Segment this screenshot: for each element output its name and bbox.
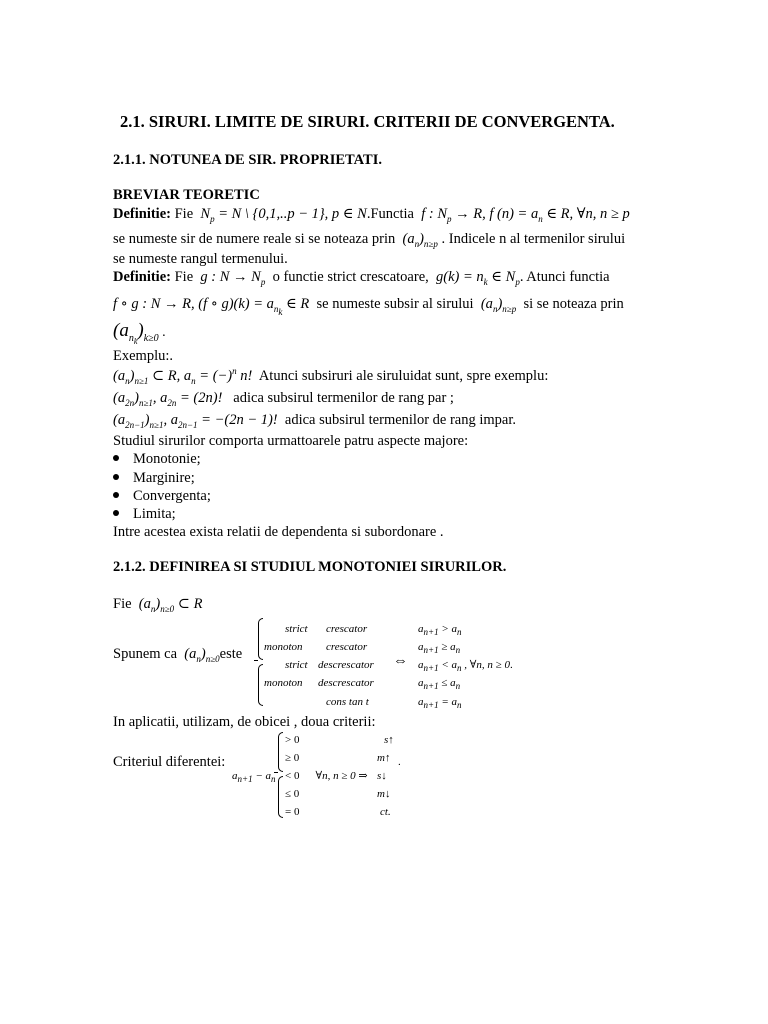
studiul-text: Studiul sirurilor comporta urmattoarele patru aspecte majore: xyxy=(113,433,469,449)
example-1-text: Atunci subsiruri ale siruluidat sunt, spre exemplu: xyxy=(258,368,549,384)
equivalence-symbol: ⇔ xyxy=(393,653,408,669)
example-line-1 xyxy=(113,367,548,386)
bullet-text: Monotonie; xyxy=(133,451,201,467)
dif-forall: ∀n, n ≥ 0 ⇒ xyxy=(310,770,368,782)
brace-upper xyxy=(258,618,263,660)
bullet-item xyxy=(113,469,195,488)
mono-row-5-dir: cons tan t xyxy=(326,696,369,708)
intre-text: Intre acestea exista relatii de dependenta si subordonare . xyxy=(113,524,444,540)
example-2-formula: $(a_{2n})_{n\ge 1}$, $a_{2n} = (2n)$! xyxy=(113,390,230,408)
example-line-3 xyxy=(113,411,516,430)
bullet-item xyxy=(113,505,176,524)
bullet-item xyxy=(113,487,211,506)
dif-row-3-cond: < 0 xyxy=(285,770,300,782)
def2-line2 xyxy=(113,295,624,317)
brace-tip xyxy=(254,660,258,661)
bullet-icon xyxy=(113,510,119,516)
def1-line3: se numeste rangul termenului. xyxy=(113,251,288,267)
brace-dif-tip xyxy=(274,772,278,773)
def1-fie: Fie xyxy=(174,206,194,222)
mono-row-3-cond: $a_{n+1} < a_n$ , ∀n, n ≥ 0. xyxy=(418,659,513,674)
dif-row-5-res: ct. xyxy=(380,806,391,818)
def1-formula-f: f : $N_p \to R$, f $(n) = a_n$ ∈ R, ∀n, n ≥ p xyxy=(417,206,630,224)
mono-row-3-dir: descrescator xyxy=(318,659,374,671)
def2-formula-gk: $g(k) = n_k$ ∈ $N_p$ xyxy=(432,269,520,287)
def1-label: Definitie: xyxy=(113,206,171,222)
dif-row-1-cond: > 0 xyxy=(285,734,300,746)
def1-line1 xyxy=(113,205,630,224)
fie-line xyxy=(113,595,202,614)
section-heading-2: 2.1.2. DEFINIREA SI STUDIUL MONOTONIEI SIRURILOR. xyxy=(113,559,507,575)
def1-line2-text: se numeste sir de numere reale si se noteaza prin xyxy=(113,231,396,247)
mono-row-2-dir: crescator xyxy=(326,641,368,653)
spunem-label: Spunem ca xyxy=(113,646,178,662)
def1-line2 xyxy=(113,230,625,249)
bullet-text: Marginire; xyxy=(133,470,195,486)
dif-row-4-res: m↓ xyxy=(377,788,391,800)
def2-fie: Fie xyxy=(174,269,194,285)
brace-dif-upper xyxy=(278,732,283,772)
def2-atunci: . Atunci functia xyxy=(519,269,610,285)
def2-line1 xyxy=(113,268,610,287)
bullet-icon xyxy=(113,492,119,498)
page-title: 2.1. SIRURI. LIMITE DE SIRURI. CRITERII DE CONVERGENTA. xyxy=(120,112,615,131)
difference-expression: $a_{n+1} - a_n$ xyxy=(232,770,276,785)
mono-row-1-type: strict xyxy=(285,623,308,635)
def1-seq-notation: $(a_n)_{n\ge p}$ xyxy=(398,231,438,249)
dif-period: . xyxy=(398,756,401,768)
bullet-icon xyxy=(113,474,119,480)
def2-label: Definitie: xyxy=(113,269,171,285)
brace-dif-lower xyxy=(278,776,283,818)
def1-indicele: . Indicele n al termenilor sirului xyxy=(441,231,626,247)
dif-row-2-cond: ≥ 0 xyxy=(285,752,300,764)
spunem-seq: $(a_n)_{n\ge 0}$ xyxy=(180,646,220,664)
mono-row-4-cond: $a_{n+1} \le a_n$ xyxy=(418,677,461,692)
mono-row-2-type: monoton xyxy=(264,641,303,653)
spunem-line xyxy=(113,645,242,664)
bullet-text: Convergenta; xyxy=(133,488,211,504)
example-2-text: adica subsirul termenilor de rang par ; xyxy=(233,390,454,406)
dif-row-3-res: s↓ xyxy=(377,770,387,782)
fie2-label: Fie xyxy=(113,596,132,612)
def2-formula-g: g : $N \to N_p$ xyxy=(196,269,266,287)
def2-mid: o functie strict crescatoare, xyxy=(272,269,429,285)
mono-row-1-dir: crescator xyxy=(326,623,368,635)
example-1-formula: $(a_n)_{n\ge 1}$ ⊂ R, $a_n = (-)^n$ n! xyxy=(113,366,256,386)
example-3-text: adica subsirul termenilor de rang impar. xyxy=(284,412,517,428)
mono-row-1-cond: $a_{n+1} > a_n$ xyxy=(418,623,462,638)
bullet-item xyxy=(113,450,201,469)
section-heading-1: 2.1.1. NOTUNEA DE SIR. PROPRIETATI. xyxy=(113,152,382,168)
mono-row-4-type: monoton xyxy=(264,677,303,689)
dif-row-4-cond: ≤ 0 xyxy=(285,788,300,800)
def2-subsir: se numeste subsir al sirului xyxy=(316,296,474,312)
bullet-text: Limita; xyxy=(133,506,176,522)
bullet-icon xyxy=(113,455,119,461)
dif-row-5-cond: = 0 xyxy=(285,806,300,818)
in-aplicatii-text: In aplicatii, utilizam, de obicei , doua criterii: xyxy=(113,714,376,730)
criteriul-label: Criteriul diferentei: xyxy=(113,754,226,770)
mono-row-4-dir: descrescator xyxy=(318,677,374,689)
example-line-2 xyxy=(113,389,454,408)
example-3-formula: $(a_{2n-1})_{n\ge 1}$, $a_{2n-1} = -(2n - 1)$! xyxy=(113,412,282,430)
breviar-heading: BREVIAR TEORETIC xyxy=(113,187,260,203)
mono-row-2-cond: $a_{n+1} \ge a_n$ xyxy=(418,641,461,656)
mono-row-5-cond: $a_{n+1} = a_n$ xyxy=(418,696,462,711)
exemplu-label: Exemplu:. xyxy=(113,348,174,364)
brace-lower xyxy=(258,664,263,706)
def2-formula-fog: f ∘ g : N → R, (f ∘ $g)(k) = a_{n_k}$ ∈ R xyxy=(113,296,313,317)
def1-functia: .Functia xyxy=(366,206,414,222)
dif-row-1-res: s↑ xyxy=(384,734,394,746)
def2-noteaza: si se noteaza prin xyxy=(523,296,624,312)
este-label: este xyxy=(219,646,243,662)
dif-row-2-res: m↑ xyxy=(377,752,391,764)
def2-seq: $(a_n)_{n\ge p}$ xyxy=(477,296,517,314)
def1-formula-np: $N_p = N$ \ {0,1,..p − 1}, p ∈ N xyxy=(196,206,367,224)
subsequence-notation: $(a_{n_k})_{k\ge 0}$ . xyxy=(113,320,166,346)
mono-row-3-type: strict xyxy=(285,659,308,671)
fie2-formula: $(a_n)_{n\ge 0}$ ⊂ R xyxy=(135,596,203,614)
